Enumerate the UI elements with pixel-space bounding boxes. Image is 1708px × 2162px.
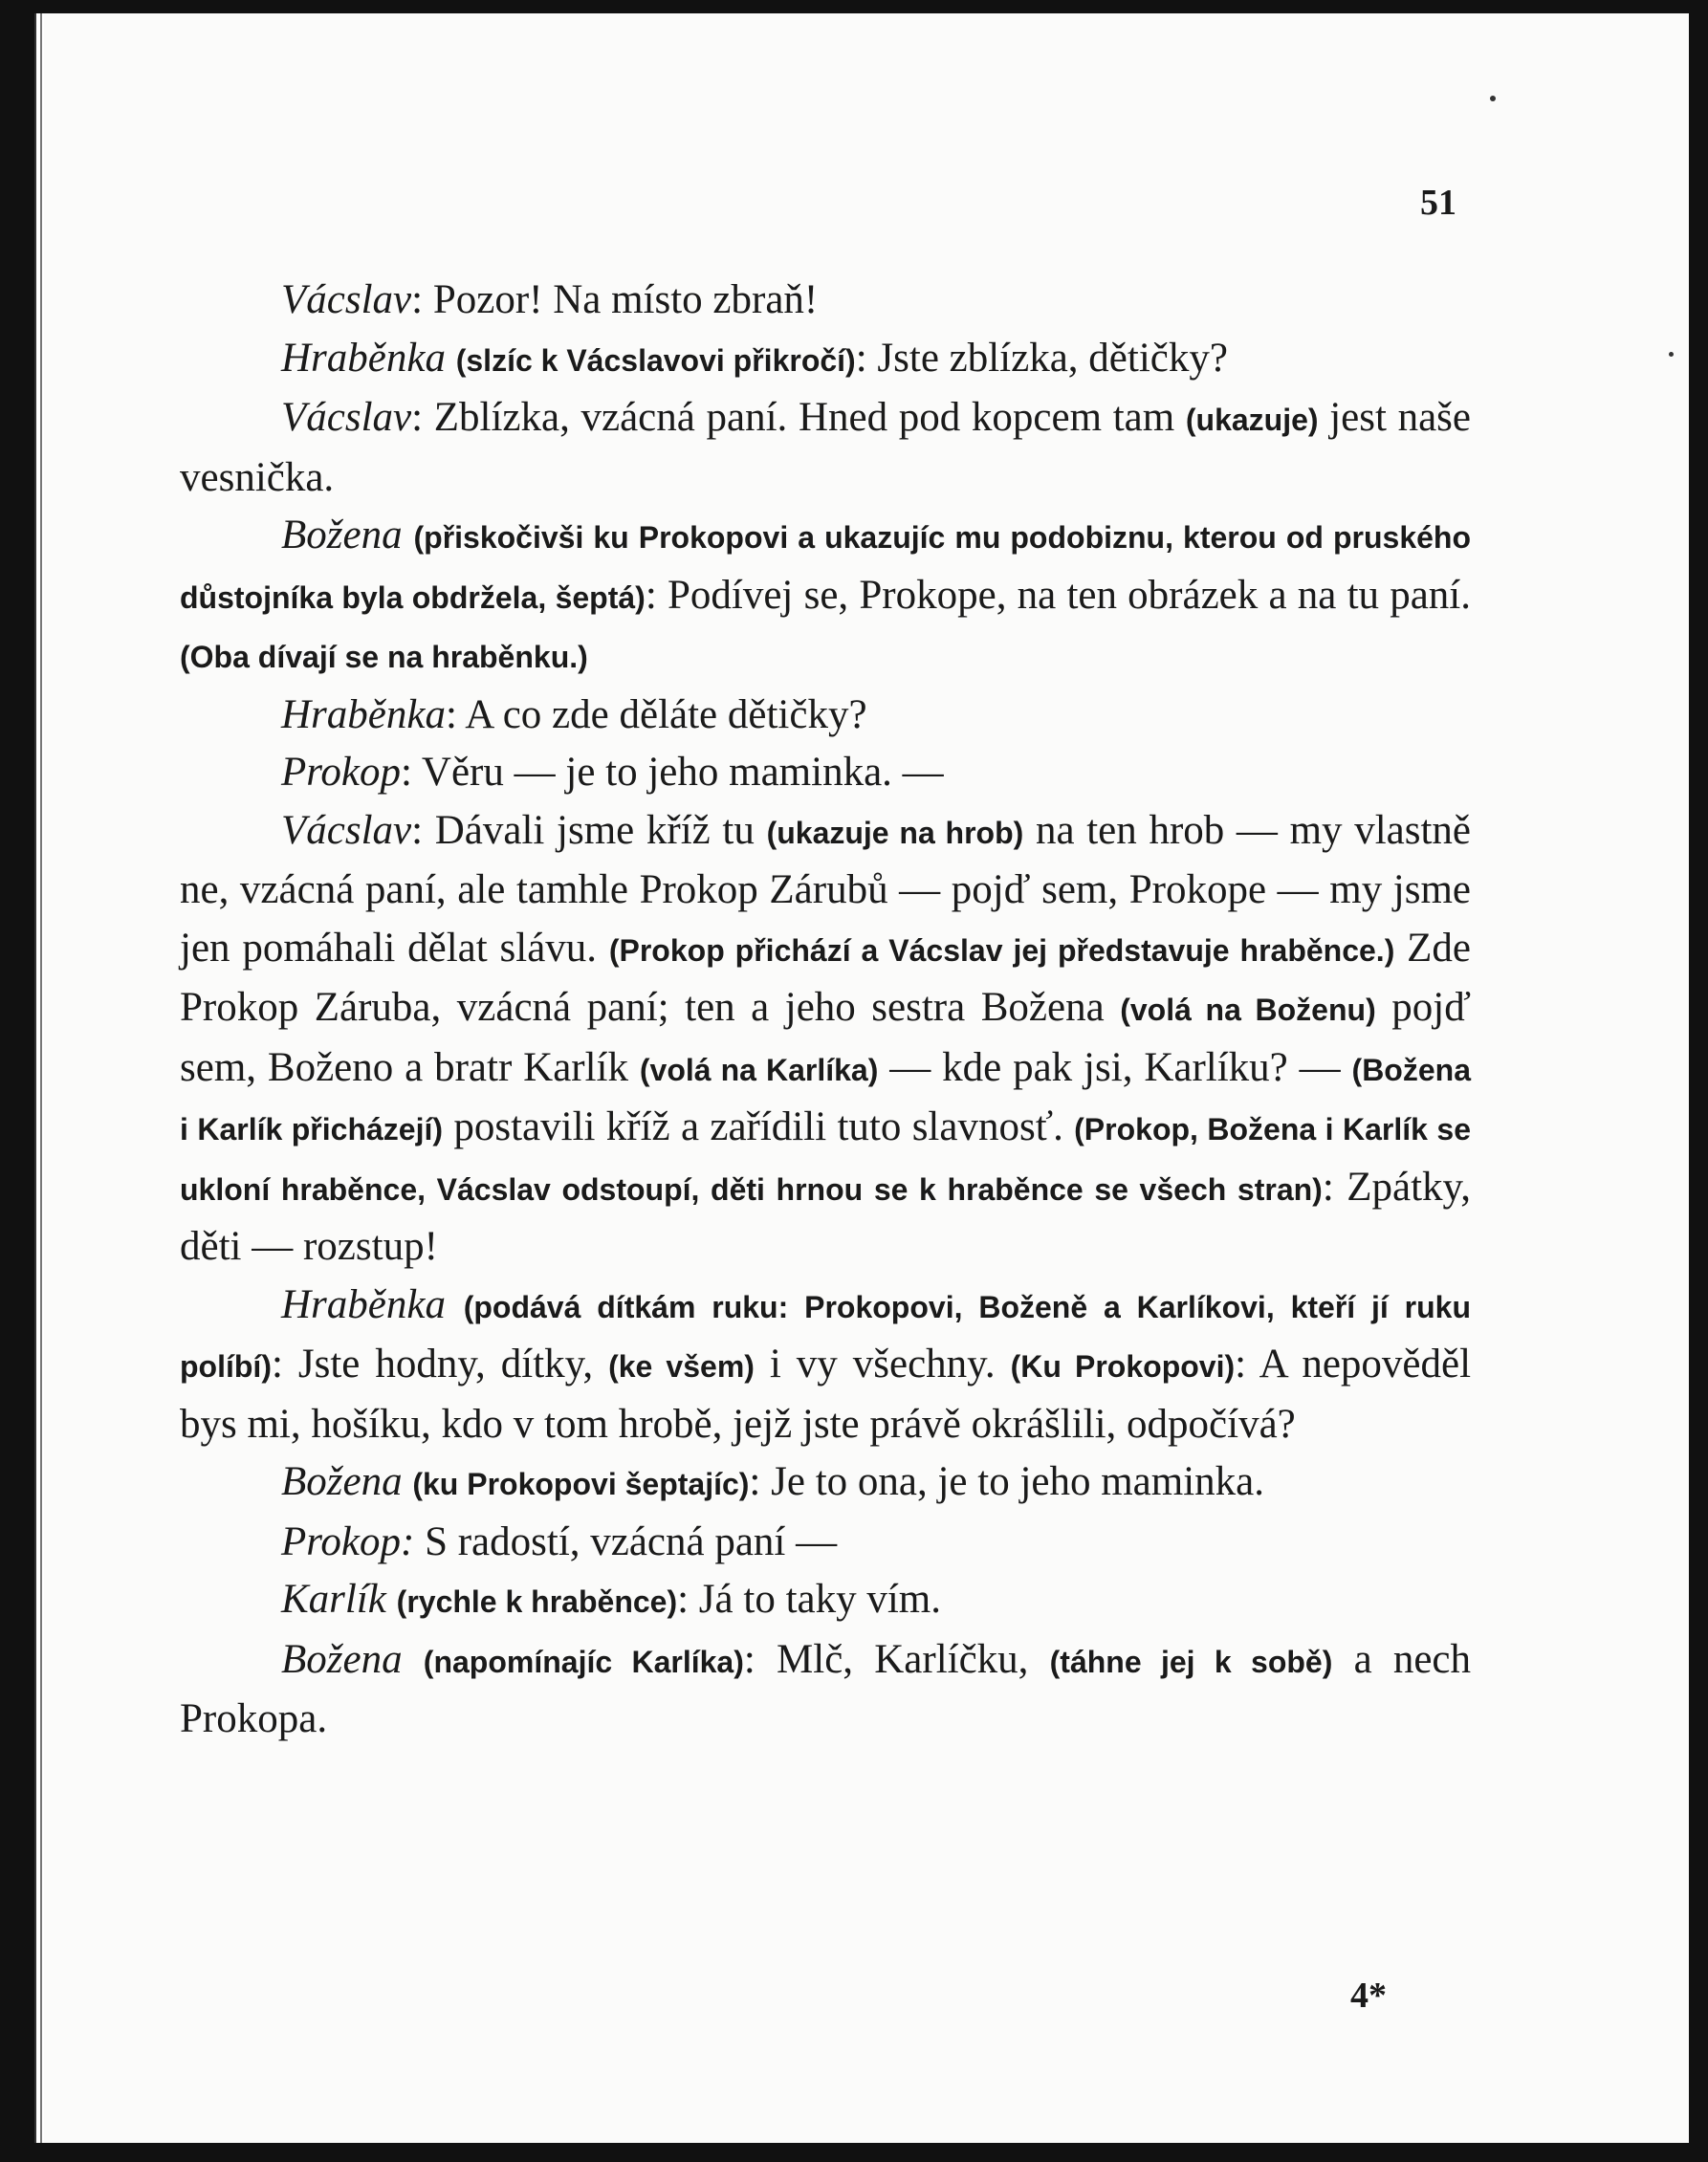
stage-direction: (podává dítkám ruku: Prokopovi, Boženě a Karlíkovi, kteří jí ruku políbí) [180, 1289, 1472, 1384]
speaker-name: Božena [281, 1636, 403, 1682]
dialogue-text: : Dávali jsme kříž tu [411, 807, 767, 853]
dialogue-text: : Jste zblízka, dětičky? [855, 335, 1228, 381]
stage-direction: (Prokop přichází a Vácslav jej představuje hraběnce.) [608, 932, 1395, 968]
stage-direction: (ke všem) [608, 1349, 755, 1384]
dialogue-text: : Jste hodny, dítky, [271, 1342, 609, 1387]
stage-direction: (Prokop, Božena i Karlík se ukloní hraběnce, Vácslav odstoupí, děti hrnou se k hraběnce se všech stran) [180, 1112, 1472, 1207]
dialogue-text: : Mlč, Karlíčku, [743, 1636, 1050, 1682]
dialogue-paragraph [180, 744, 1471, 802]
dialogue-text: : Zblízka, vzácná paní. Hned pod kopcem tam [411, 395, 1186, 440]
stage-direction: (ukazuje na hrob) [766, 815, 1024, 850]
stage-direction: (volá na Boženu) [1120, 993, 1376, 1027]
dialogue-paragraph [180, 1453, 1471, 1514]
dialogue-text [403, 1459, 413, 1504]
dialogue-paragraph [180, 1514, 1471, 1572]
dialogue-text: na ten hrob — my vlastně ne, vzácná paní, ale tamhle Prokop Zárubů — pojď sem, Prokope — my jsme jen pomáhali dělat slávu. [180, 807, 1472, 971]
stage-direction: (ukazuje) [1185, 403, 1319, 437]
scan-border-left [0, 0, 34, 2162]
stage-direction: (Oba dívají se na hraběnku.) [180, 640, 588, 674]
dialogue-paragraph [180, 802, 1471, 1277]
dialogue-text: : Pozor! Na místo zbraň! [411, 277, 819, 322]
dialogue-text [403, 513, 414, 557]
stage-direction: (Ku Prokopovi) [1010, 1349, 1236, 1384]
dialogue-text: : Zpátky, děti — rozstup! [180, 1164, 1472, 1269]
dialogue-text [446, 336, 456, 381]
dialogue-paragraph [180, 1277, 1471, 1454]
stage-direction: (volá na Karlíka) [639, 1052, 879, 1087]
dialogue-text: i vy všechny. [754, 1342, 1011, 1387]
page-number: 51 [1420, 183, 1456, 223]
dialogue-text: : A nepověděl bys mi, hošíku, kdo v tom hrobě, jejž jste právě okrášlili, odpočívá? [180, 1342, 1472, 1447]
stage-direction: (napomínajíc Karlíka) [423, 1644, 744, 1679]
dialogue-text: : Já to taky vím. [677, 1577, 941, 1622]
speaker-name: Karlík [281, 1577, 386, 1622]
dialogue-text: pojď sem, Boženo a bratr Karlík [180, 985, 1471, 1090]
speaker-name: Hraběnka [281, 335, 446, 381]
speaker-name: Vácslav [281, 395, 412, 440]
stage-direction: (Božena i Karlík přicházejí) [180, 1052, 1471, 1147]
stage-direction: (přiskočivši ku Prokopovi a ukazujíc mu podobiznu, kterou od pruského důstojníka byla obdržela, šeptá) [180, 520, 1472, 615]
dialogue-text: a nech Prokopa. [180, 1636, 1472, 1741]
scan-speck [1669, 352, 1674, 357]
dialogue-text: Zde Prokop Záruba, vzácná paní; ten a jeho sestra Božena [180, 925, 1472, 1030]
dialogue-text: S radostí, vzácná paní — [414, 1518, 838, 1564]
scan-border-right [1689, 0, 1708, 2162]
dialogue-text: jest naše vesnička. [180, 395, 1471, 500]
scan-border-bottom [0, 2143, 1708, 2162]
dialogue-text: : Věru — je to jeho maminka. — [401, 750, 944, 795]
stage-direction: (slzíc k Vácslavovi přikročí) [455, 342, 856, 378]
stage-direction: (táhne jej k sobě) [1049, 1644, 1333, 1679]
speaker-name: Vácslav [281, 277, 412, 322]
dialogue-text: : A co zde děláte dětičky? [445, 691, 867, 737]
speaker-name: Hraběnka [281, 1281, 446, 1327]
stage-direction: (ku Prokopovi šeptajíc) [412, 1467, 750, 1501]
speaker-name: Vácslav [281, 807, 412, 853]
scan-speck [1490, 96, 1496, 101]
dialogue-paragraph [180, 389, 1471, 507]
speaker-name: Hraběnka [281, 691, 446, 737]
signature-mark: 4* [1350, 1976, 1387, 2016]
speaker-name: Prokop: [281, 1518, 415, 1564]
dialogue-paragraph [180, 1571, 1471, 1631]
dialogue-text: : Je to ona, je to jeho maminka. [749, 1459, 1264, 1504]
play-text [180, 182, 1471, 1749]
dialogue-text: — kde pak jsi, Karlíku? — [878, 1044, 1352, 1090]
dialogue-paragraph [180, 330, 1471, 390]
dialogue-paragraph [180, 1631, 1471, 1749]
dialogue-paragraph [180, 687, 1471, 745]
dialogue-text [403, 1637, 424, 1682]
dialogue-text: : Podívej se, Prokope, na ten obrázek a na tu paní. [645, 572, 1472, 618]
stage-direction: (rychle k hraběnce) [396, 1584, 678, 1619]
dialogue-text [386, 1577, 397, 1622]
speaker-name: Božena [281, 513, 403, 557]
page-binding-edge [34, 13, 44, 2143]
dialogue-text [446, 1282, 464, 1327]
dialogue-paragraph [180, 272, 1471, 330]
dialogue-text: postavili kříž a zařídili tuto slavnosť. [443, 1104, 1075, 1149]
scan-border-top [0, 0, 1708, 13]
speaker-name: Prokop [281, 750, 401, 795]
dialogue-paragraph [180, 507, 1471, 687]
speaker-name: Božena [281, 1459, 403, 1504]
